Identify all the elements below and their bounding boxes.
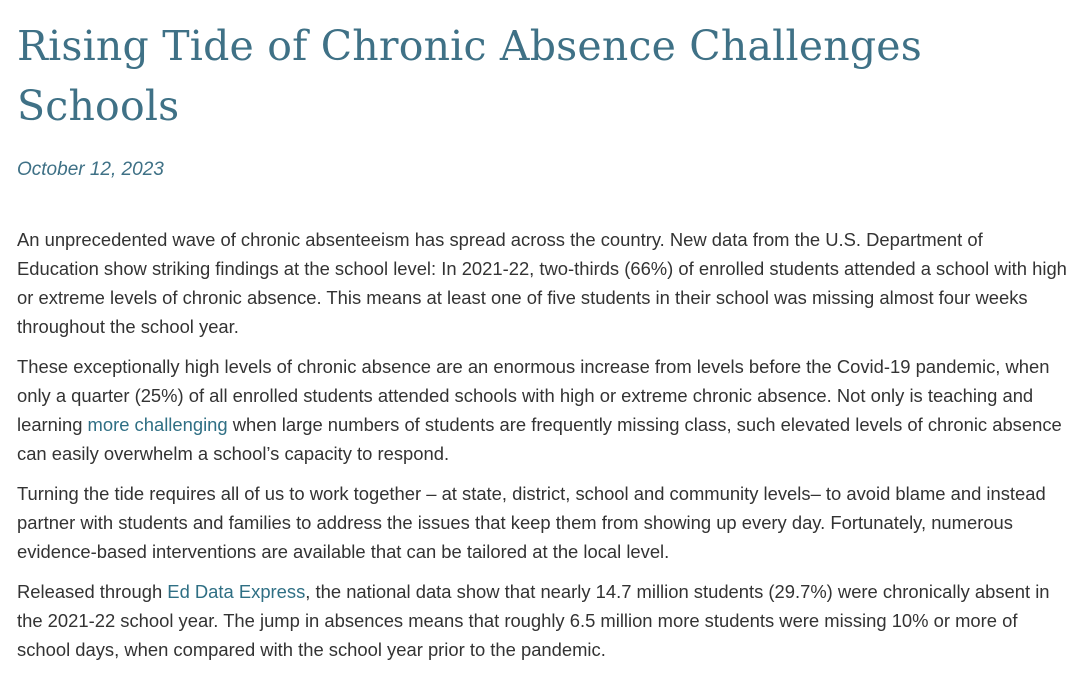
- page-title: Rising Tide of Chronic Absence Challenges Schools: [17, 22, 922, 130]
- paragraph-2-text-after: when large numbers of students are frequently missing class, such elevated levels of chronic absence can easily overwhelm a school’s capacity to respond.: [17, 414, 1062, 464]
- ed-data-express-link[interactable]: Ed Data Express: [167, 581, 306, 602]
- more-challenging-link[interactable]: more challenging: [87, 414, 228, 435]
- article: [17, 16, 1069, 675]
- paragraph-4-text-before: Released through: [17, 581, 168, 602]
- paragraph-4-text-after: , the national data show that nearly 14.7 million students (29.7%) were chronically absent in the 2021-22 school year. The jump in absences means that roughly 6.5 million more students were missing 10% or more of school days, when compared with the school year prior to the pandemic.: [17, 581, 1050, 660]
- paragraph-3: Turning the tide requires all of us to work together – at state, district, school and community levels– to avoid blame and instead partner with students and families to address the issues that keep them from showing up every day. Fortunately, numerous evidence-based interventions are available that can be tailored at the local level.: [17, 483, 1046, 562]
- paragraph-2: [17, 352, 1069, 468]
- paragraph-2-text-before: These exceptionally high levels of chronic absence are an enormous increase from levels before the Covid-19 pandemic, when only a quarter (25%) of all enrolled students attended schools with high or extreme chronic absence. Not only is teaching and learning: [17, 356, 1050, 435]
- article-body: [17, 225, 1069, 664]
- paragraph-4: [17, 577, 1069, 664]
- publish-date: October 12, 2023: [17, 159, 164, 180]
- paragraph-1: An unprecedented wave of chronic absenteeism has spread across the country. New data from the U.S. Department of Education show striking findings at the school level: In 2021-22, two-thirds (66%) of enrolled students attended a school with high or extreme levels of chronic absence. This means at least one of five students in their school was missing almost four weeks throughout the school year.: [17, 229, 1067, 337]
